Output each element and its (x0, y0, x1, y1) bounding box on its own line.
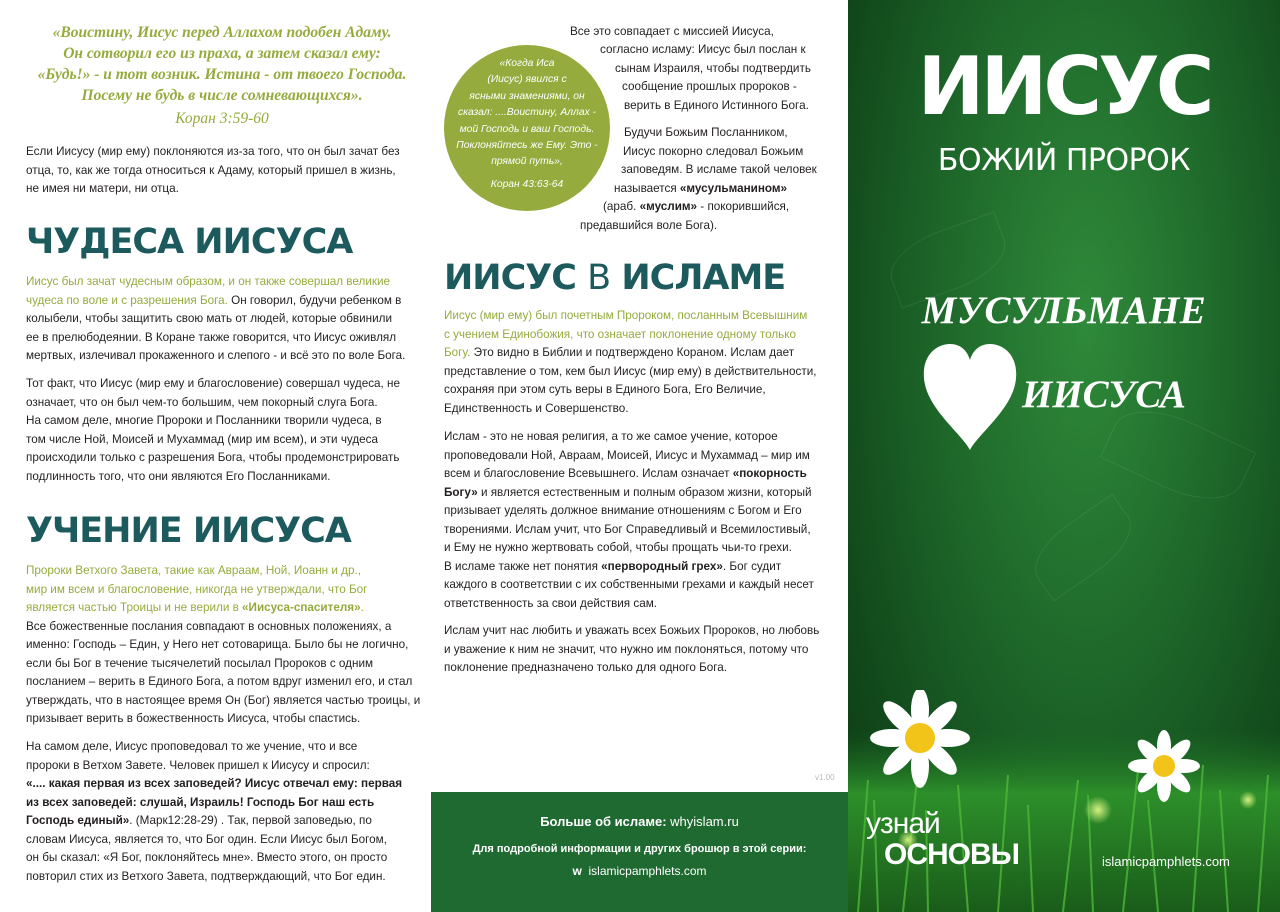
text-fragment-bold: «мусульманином» (679, 182, 788, 195)
text-line: верить в Единого Истинного Бога. (624, 99, 809, 112)
text-line-mixed (26, 599, 426, 618)
miracles-paragraph-1 (26, 273, 426, 366)
text-line: том числе Ной, Моисей и Мухаммад (мир им всем), и эти чудеса (26, 432, 379, 446)
text-line: Пророки Ветхого Завета, такие как Авраам, Ной, Иоанн и др., (26, 564, 361, 577)
text-line: мир им всем и благословение, никогда не утверждали, что Бог (26, 582, 368, 596)
text-fragment: Богу. (444, 346, 471, 359)
text-fragment: чудеса по воле и с разрешения Бога. (26, 293, 228, 307)
intro-paragraph (26, 143, 426, 199)
text-line: означает, что он был чем-то большим, чем покорный слуга Бога. (26, 395, 378, 409)
circle-quote-line: «Когда Иса (499, 58, 555, 69)
text-line-mixed (614, 180, 787, 199)
text-fragment: называется (614, 182, 680, 195)
heading-fragment: В (587, 258, 611, 298)
text-line: Будучи Божьим Посланником, (624, 126, 788, 139)
text-fragment: . Бог судит (722, 559, 782, 573)
text-line: поклонение предназначено только для одного Бога. (444, 661, 728, 674)
text-line: словам Иисуса, является то, что Бог один. Если Иисус был Богом, (26, 832, 387, 846)
circle-quote-line: Поклоняйтесь же Ему. Это - (456, 140, 598, 152)
cover-title: ИИСУС (917, 40, 1211, 133)
text-line: сынам Израиля, чтобы подтвердить (615, 62, 811, 75)
text-fragment: . (Марк12:28-29) . Так, первой заповедью, по (129, 814, 372, 827)
text-line: На самом деле, Иисус проповедовал то же учение, что и все (26, 740, 358, 753)
more-about-islam (431, 814, 848, 829)
text-line: отца, то, как же тогда относиться к Адаму, который пришел в жизнь, (26, 163, 396, 177)
text-fragment-bold: из всех заповедей: слушай, Израиль! Господь Бог наш есть (26, 795, 375, 809)
text-line: утверждать, что в настоящее время Он (Бог) является частью троицы, и (26, 693, 421, 707)
islamicpamphlets-link[interactable]: islamicpamphlets.com (588, 864, 707, 878)
islam-paragraph-1 (444, 307, 844, 418)
learn-basics-line2: ОСНОВЫ (884, 838, 1020, 871)
heart-icon (922, 342, 1018, 452)
text-line: пророки в Ветхом Завете. Человек пришел к Иисусу и спросил: (26, 758, 370, 772)
text-line: если бы Бог в течение тысячелетий посылал Пророков с одним (26, 656, 374, 670)
text-line: сохраняя при этом суть веры в Единого Бога, Его Величие, (444, 383, 766, 396)
text-fragment: Это видно в Библии и подтверждено Кораном. Ислам дает (470, 346, 795, 359)
cover-site[interactable]: islamicpamphlets.com (1102, 854, 1230, 869)
text-line: Все это совпадает с миссией Иисуса, (570, 25, 774, 38)
miracles-paragraph-2 (26, 375, 426, 486)
text-line: каждого в соответствии с их собственными грехами и каждый несет (444, 578, 814, 591)
text-line-bold (26, 775, 430, 794)
series-text: Для подробной информации и других брошюр в этой серии: (472, 843, 807, 855)
whyislam-link[interactable]: whyislam.ru (670, 814, 739, 829)
web-icon: w (572, 864, 582, 878)
text-line-mixed (603, 198, 789, 217)
text-fragment-bold: «Иисуса-спасителя» (242, 601, 361, 614)
text-line: именно: Господь – Един, у Него нет сотоварища. Было бы не логично, (26, 638, 409, 651)
text-fragment: Он говорил, будучи ребенком в (227, 293, 402, 307)
circle-quote-line: прямой путь», (491, 156, 563, 168)
text-line: представление о том, кем был Иисус (мир ему) в действительности, (444, 364, 817, 378)
background-leaf (1022, 493, 1144, 601)
heading-fragment: ИИСУС (444, 258, 576, 298)
text-fragment-bold: Богу» (444, 485, 478, 499)
text-fragment-bold: «покорность (732, 467, 807, 480)
text-fragment: - покорившийся, (697, 200, 790, 213)
circle-quote-line: сказал: ....Воистину, Аллах - (457, 107, 597, 119)
text-line: творениями. Ислам учит, что Бог Справедливый и Всемилостивый, (444, 522, 811, 536)
text-line: подлинность того, что они являются Его Посланниками. (26, 469, 331, 483)
circle-quote-line: (Иисус) явился с (487, 74, 567, 86)
text-line-mixed (444, 558, 844, 577)
footer-site (431, 864, 848, 878)
text-fragment-bold: Господь единый» (26, 814, 130, 827)
text-line: ее в прелюбодеянии. В Коране также говорится, что Иисус оживлял (26, 330, 397, 344)
text-line: не имея ни матери, ни отца. (26, 182, 179, 195)
teaching-paragraph-3 (26, 738, 430, 886)
footer-info-box (431, 792, 848, 912)
text-line: Иисус покорно следовал Божьим (623, 145, 804, 158)
text-fragment: и является естественным и полным образом жизни, который (477, 485, 812, 499)
text-line: призывает уделять должное внимание отношениям с Богом и Его (444, 504, 802, 517)
text-line: и уважение к ним не значит, что нужно им поклоняться, потому что (444, 642, 809, 656)
text-line-mixed (444, 465, 844, 484)
text-line: Если Иисусу (мир ему) поклоняются из-за того, что он был зачат без (26, 145, 400, 158)
text-line: Все божественные послания совпадают в основных положениях, а (26, 619, 392, 633)
text-line: посланием – верить в Единого Бога, а потом вдруг изменил его, и стал (26, 675, 413, 688)
teaching-paragraph-1 (26, 562, 426, 729)
circle-quote-line: мой Господь и ваш Господь. (459, 123, 595, 135)
text-fragment-bold: «.... какая первая из всех заповедей? Иисус отвечал ему: первая (26, 777, 403, 790)
text-line: повторил стих из Ветхого Завета, подтверждающий, что Бог един. (26, 869, 386, 883)
text-line-mixed (444, 344, 844, 363)
text-line-bold (26, 794, 430, 813)
quran-quote-line: Посему не будь в числе сомневающихся». (81, 87, 363, 104)
text-line: предавшийся воле Бога). (580, 219, 718, 232)
cover-jesus: ИИСУСА (1022, 373, 1186, 416)
text-line: и Ему не нужно жертвовать собой, чтобы прощать чьи-то грехи. (444, 541, 792, 554)
text-line: происходили только с разрешения Бога, чтобы продемонстрировать (26, 451, 400, 464)
text-fragment: является частью Троицы и не верили в (26, 601, 243, 614)
text-line: он бы сказал: «Я Бог, поклоняйтесь мне». Вместо этого, он просто (26, 851, 388, 864)
text-line: Ислам - это не новая религия, а то же самое учение, которое (444, 430, 778, 443)
text-fragment: всем и благословение Всевышнего. Ислам означает (444, 467, 733, 480)
text-line: Тот факт, что Иисус (мир ему и благословение) совершал чудеса, не (26, 377, 400, 390)
text-line: мертвых, излечивал прокаженного и слепого - и всё это по воле Бога. (26, 349, 406, 362)
text-line: Иисус (мир ему) был почетным Пророком, посланным Всевышним (444, 309, 808, 322)
text-fragment: В исламе также нет понятия (444, 559, 602, 573)
miracles-heading: ЧУДЕСА ИИСУСА (26, 222, 353, 262)
daisy-large (870, 690, 970, 788)
cover-muslims: МУСУЛЬМАНЕ (921, 289, 1207, 332)
quran-quote-line: Он сотворил его из праха, а затем сказал ему: (63, 45, 381, 62)
text-line: заповедям. В исламе такой человек (621, 163, 817, 176)
text-line: ответственность за свои действия сам. (444, 596, 658, 610)
circle-quote-reference: Коран 43:63-64 (490, 178, 564, 190)
cover-panel (848, 0, 1280, 912)
text-fragment-bold: «первородный грех» (601, 559, 723, 573)
text-fragment: (араб. (603, 200, 640, 213)
text-line-mixed (26, 812, 430, 831)
text-line: На самом деле, многие Пророки и Посланники творили чудеса, в (26, 414, 382, 427)
heading-fragment: ИСЛАМЕ (621, 258, 786, 298)
text-fragment: . (360, 601, 364, 614)
text-fragment-bold: «муслим» (639, 200, 698, 213)
text-line: сообщение прошлых пророков - (622, 80, 797, 93)
more-label: Больше об исламе: (540, 814, 667, 829)
learn-basics-line1: узнай (866, 807, 940, 840)
islam-heading (444, 258, 785, 298)
text-line-mixed (26, 292, 426, 311)
text-line: проповедовали Ной, Авраам, Моисей, Иисус и Мухаммад – мир им (444, 448, 810, 462)
text-line: Иисус был зачат чудесным образом, и он также совершал великие (26, 275, 390, 288)
text-line: с учением Единобожия, что означает поклонение одному только (444, 327, 797, 341)
version-label: v1.00 (815, 773, 835, 782)
circle-quote (444, 45, 610, 211)
grass-flowers-image (848, 690, 1280, 912)
quran-quote-line: «Будь!» - и тот возник. Истина - от твоего Господа. (37, 66, 407, 83)
text-line: Ислам учит нас любить и уважать всех Божьих Пророков, но любовь (444, 624, 820, 637)
quran-quote-block (26, 22, 418, 128)
text-line: Единственность и Совершенство. (444, 401, 629, 415)
quran-quote-reference: Коран 3:59-60 (175, 110, 269, 127)
text-line-mixed (444, 484, 844, 503)
daisy-small (1128, 730, 1200, 802)
quran-quote-line: «Воистину, Иисус перед Аллахом подобен Адаму. (52, 24, 392, 41)
text-line: колыбели, чтобы защитить свою мать от людей, которые обвинили (26, 312, 392, 325)
islam-paragraph-2 (444, 428, 844, 613)
left-column (0, 0, 430, 912)
teaching-heading: УЧЕНИЕ ИИСУСА (26, 511, 351, 551)
islam-paragraph-3 (444, 622, 844, 678)
text-line: согласно исламу: Иисус был послан к (600, 43, 806, 56)
cover-subtitle: БОЖИЙ ПРОРОК (937, 143, 1191, 178)
circle-quote-line: ясными знамениями, он (469, 90, 585, 102)
text-line: призывает верить в божественность Иисуса, чтобы спастись. (26, 712, 361, 725)
